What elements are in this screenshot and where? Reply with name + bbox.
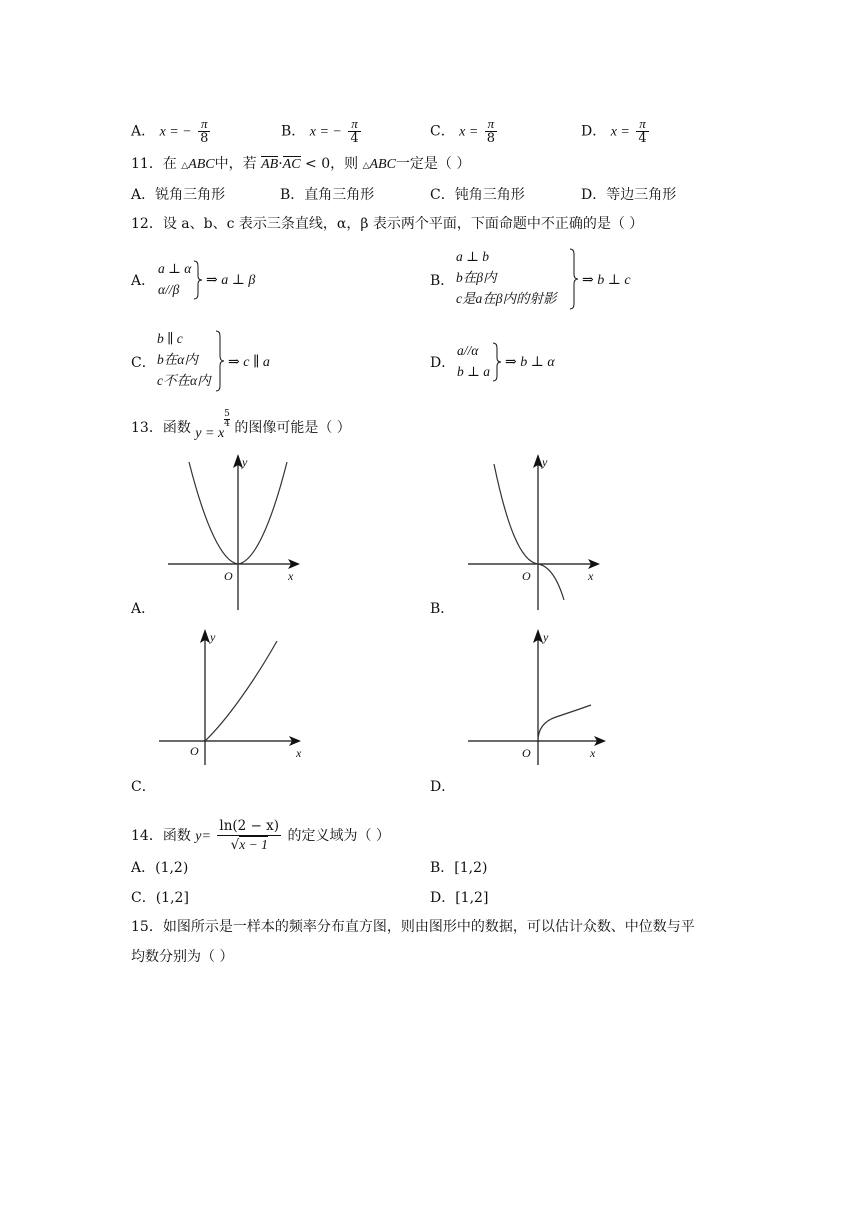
- origin-label: O: [190, 744, 199, 758]
- right-brace-icon: [193, 260, 203, 300]
- graph-c: [155, 625, 315, 775]
- sqrt-icon: √: [230, 837, 240, 853]
- q10-option-a: [131, 117, 212, 146]
- origin-label: O: [224, 569, 233, 583]
- x-axis-label: x: [288, 569, 294, 583]
- option-lhs: x = −: [309, 124, 342, 140]
- condition-line: a ⊥ α: [158, 261, 192, 276]
- right-brace-icon: [215, 330, 225, 392]
- q12-option-a-label: A．: [131, 273, 156, 289]
- inequality: < 0: [305, 156, 331, 172]
- graph-b: [460, 450, 610, 615]
- fraction-den: 8: [486, 131, 496, 146]
- option-lhs: x = −: [159, 124, 192, 140]
- stem-text: 中，若: [214, 156, 257, 172]
- radicand: x − 1: [239, 837, 268, 852]
- triangle-symbol: △: [362, 161, 370, 171]
- fraction: [198, 117, 210, 146]
- graph-d: [460, 625, 620, 775]
- curve: [538, 705, 591, 741]
- condition-line: c不在α内: [157, 373, 211, 388]
- vector-ab: AB: [261, 157, 279, 172]
- q12-option-d-label: D．: [430, 355, 456, 371]
- condition-line: b ⊥ a: [457, 364, 490, 379]
- q12-option-a-conclusion: ⇒ a ⊥ β: [206, 273, 256, 288]
- q12-option-c-label: C．: [131, 355, 156, 371]
- q12-option-b-conclusion: ⇒ b ⊥ c: [582, 273, 631, 288]
- q11-option-c: C．钝角三角形: [430, 187, 525, 203]
- graph-b-label: B．: [430, 601, 455, 617]
- condition-line: a ⊥ b: [456, 249, 489, 264]
- function-lhs: y=: [195, 829, 211, 844]
- dot-operator: ·: [278, 156, 283, 172]
- origin-label: O: [522, 569, 531, 583]
- fraction-den: 4: [638, 131, 647, 146]
- right-brace-icon: [492, 342, 502, 382]
- condition-line: c是a在β内的射影: [456, 291, 557, 306]
- triangle-symbol: △: [181, 161, 189, 171]
- right-brace-icon: [569, 248, 579, 310]
- function-expression: y = x: [195, 426, 225, 441]
- stem-text: 的定义域为（ ）: [287, 828, 390, 844]
- fraction-num: ln(2 − x): [219, 818, 280, 834]
- fraction-num: π: [348, 117, 360, 132]
- q12-option-b-label: B．: [430, 273, 455, 289]
- q11-option-d: D．等边三角形: [581, 187, 677, 203]
- stem-text: 13．函数: [131, 420, 191, 436]
- stem-text: 的图像可能是（ ）: [234, 420, 351, 436]
- fraction-num: π: [485, 117, 497, 132]
- fraction-den: 4: [350, 131, 359, 146]
- graph-c-label: C．: [131, 779, 156, 795]
- q11-option-b: B．直角三角形: [280, 187, 375, 203]
- q12-option-b-conditions: [456, 246, 556, 309]
- q14-option-c: C．(1,2]: [131, 890, 189, 906]
- graph-d-label: D．: [430, 779, 456, 795]
- q15-stem-line1: 15．如图所示是一样本的频率分布直方图，则由图形中的数据，可以估计众数、中位数与平: [131, 919, 695, 935]
- q15-stem-line2: 均数分别为（ ）: [131, 949, 234, 965]
- fraction: [348, 117, 360, 146]
- stem-text: 14．函数: [131, 828, 191, 844]
- option-label: A．: [131, 123, 156, 140]
- x-axis-label: x: [296, 746, 302, 760]
- condition-line: b ∥ c: [157, 331, 183, 346]
- q11-stem: [131, 155, 470, 175]
- option-lhs: x =: [459, 124, 479, 140]
- fraction: [485, 117, 497, 146]
- x-axis-label: x: [590, 746, 596, 760]
- y-axis-label: y: [242, 455, 248, 469]
- y-axis-label: y: [210, 630, 216, 644]
- graph-a: [160, 450, 310, 615]
- x-axis-label: x: [588, 569, 594, 583]
- exponent-den: 4: [224, 419, 230, 429]
- q12-option-a-conditions: [158, 258, 191, 300]
- condition-line: α//β: [158, 282, 180, 297]
- y-axis-label: y: [543, 630, 549, 644]
- q10-option-d: [581, 117, 651, 146]
- function-fraction: [217, 818, 281, 854]
- q14-option-d: D．[1,2]: [430, 890, 489, 906]
- fraction: [636, 117, 648, 146]
- stem-text: 11．在: [131, 156, 177, 172]
- q12-option-c-conditions: [157, 328, 211, 391]
- q10-option-b: [281, 117, 363, 146]
- condition-line: a//α: [457, 343, 479, 358]
- option-lhs: x =: [610, 124, 630, 140]
- stem-text: 一定是（ ）: [395, 156, 471, 172]
- fraction-num: π: [636, 117, 648, 132]
- vector-ac: AC: [282, 157, 301, 172]
- exponent-fraction: [224, 410, 230, 429]
- fraction-num: π: [198, 117, 210, 132]
- q14-option-a: A．(1,2): [131, 860, 189, 876]
- q12-option-d-conditions: [457, 340, 490, 382]
- triangle-name: ABC: [188, 157, 215, 172]
- stem-text: ，则: [330, 156, 359, 172]
- option-label: D．: [581, 123, 607, 140]
- triangle-name: ABC: [369, 157, 396, 172]
- option-label: B．: [281, 123, 306, 140]
- q14-option-b: B．[1,2): [430, 860, 488, 876]
- q10-option-c: [430, 117, 499, 146]
- q14-stem: [131, 818, 390, 854]
- fraction-den: [217, 836, 281, 854]
- y-axis-label: y: [542, 455, 548, 469]
- q13-stem: [131, 409, 351, 441]
- q11-option-a: A．锐角三角形: [131, 187, 226, 203]
- origin-label: O: [522, 746, 531, 760]
- exponent-num: 5: [224, 409, 230, 419]
- graph-a-label: A．: [131, 601, 156, 617]
- q12-option-c-conclusion: ⇒ c ∥ a: [228, 355, 270, 370]
- option-label: C．: [430, 123, 455, 140]
- fraction-den: 8: [200, 131, 209, 146]
- curve: [205, 641, 277, 741]
- q12-option-d-conclusion: ⇒ b ⊥ α: [505, 355, 555, 370]
- condition-line: b在β内: [456, 270, 497, 285]
- q12-stem: 12．设 a、b、c 表示三条直线，α，β 表示两个平面，下面命题中不正确的是（ ）: [131, 216, 644, 232]
- condition-line: b在α内: [157, 352, 198, 367]
